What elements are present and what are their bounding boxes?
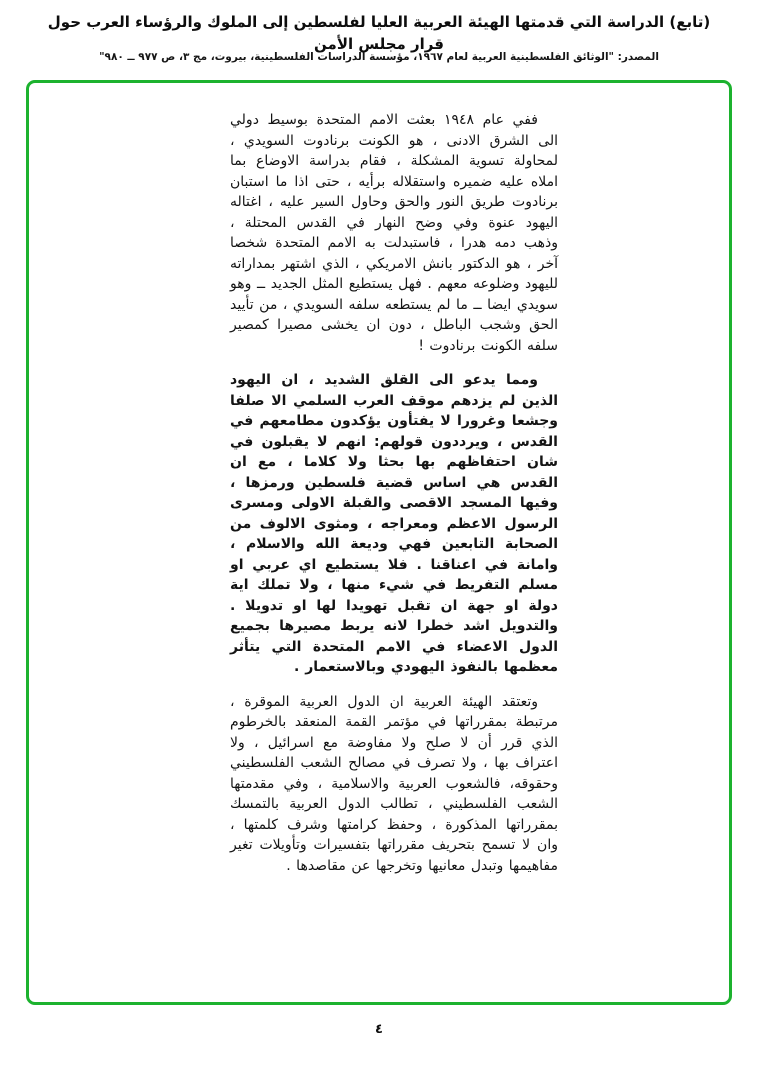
paragraph-1: ففي عام ١٩٤٨ بعثت الامم المتحدة بوسيط دولي الى الشرق الادنى ، هو الكونت برنادوت السويدي ، لمحاولة تسوية المشكلة ، فقام بدراسة الاوضاع بما املاه عليه ضميره واستقلاله برأيه ، حتى اذا ما استبان برنادوت طريق النور والحق وحاول السير عليه ، اغتاله اليهود عنوة وفي وضح النهار في القدس المحتلة ، وذهب دمه هدرا ، فاستبدلت به الامم المتحدة شخصا آخر ، هو الدكتور بانش الامريكي ، الذي اشتهر بمداراته لليهود وضلوعه معهم . فهل يستطيع المثل الجديد ــ وهو سويدي ايضا ــ ما لم يستطعه سلفه السويدي ، من تأييد الحق وشجب الباطل ، دون ان يخشى مصيرا كمصير سلفه الكونت برنادوت ! [230, 112, 558, 354]
page-number: ٤ [375, 1022, 383, 1037]
body-text-column [230, 110, 558, 890]
paragraph-2: ومما يدعو الى القلق الشديد ، ان اليهود الذين لم يزدهم موقف العرب السلمي الا صلفا وجشعا وغرورا لا يفتأون يؤكدون مطامعهم في القدس ، ويرددون قولهم: انهم لا يقبلون في شان احتفاظهم بها بحثا ولا كلاما ، مع ان القدس هي اساس قضية فلسطين ورمزها ، وفيها المسجد الاقصى والقبلة الاولى ومسرى الرسول الاعظم ومعراجه ، ومثوى الالوف من الصحابة التابعين فهي وديعة الله والاسلام ، وامانة في اعناقنا . فلا يستطيع اي عربي او مسلم التفريط في شيء منها ، ولا تملك اية دولة او جهة ان تقبل تهويدا لها او تدويلا . والتدويل اشد خطرا لانه يربط مصيرها بجميع الدول الاعضاء في الامم المتحدة التي يتأثر معظمها بالنفوذ اليهودي وبالاستعمار . [230, 372, 558, 675]
document-title: (تابع) الدراسة التي قدمتها الهيئة العربية العليا لفلسطين إلى الملوك والرؤساء العرب حول قرار مجلس الأمن [47, 13, 711, 53]
paragraph-3: وتعتقد الهيئة العربية ان الدول العربية الموقرة ، مرتبطة بمقرراتها في مؤتمر القمة المنعقد بالخرطوم الذي قرر أن لا صلح ولا مفاوضة مع اسرائيل ، ولا اعتراف بها ، ولا تصرف في مصالح الشعب الفلسطيني وحقوقه، فالشعوب العربية والاسلامية ، وفي مقدمتها الشعب الفلسطيني ، تطالب الدول العربية بالتمسك بمقرراتها المذكورة ، وحفظ كرامتها وشرف كلمتها ، وان لا تسمح بتحريف مقرراتها بتفسيرات وتأويلات تغير مفاهيمها وتبدل معانيها وتخرجها عن مقاصدها . [230, 693, 558, 874]
source-citation: المصدر: "الوثائق الفلسطينية العربية لعام ١٩٦٧، مؤسسة الدراسات الفلسطينية، بيروت، مج ٣، ص ٩٧٧ ــ ٩٨٠" [99, 51, 659, 63]
